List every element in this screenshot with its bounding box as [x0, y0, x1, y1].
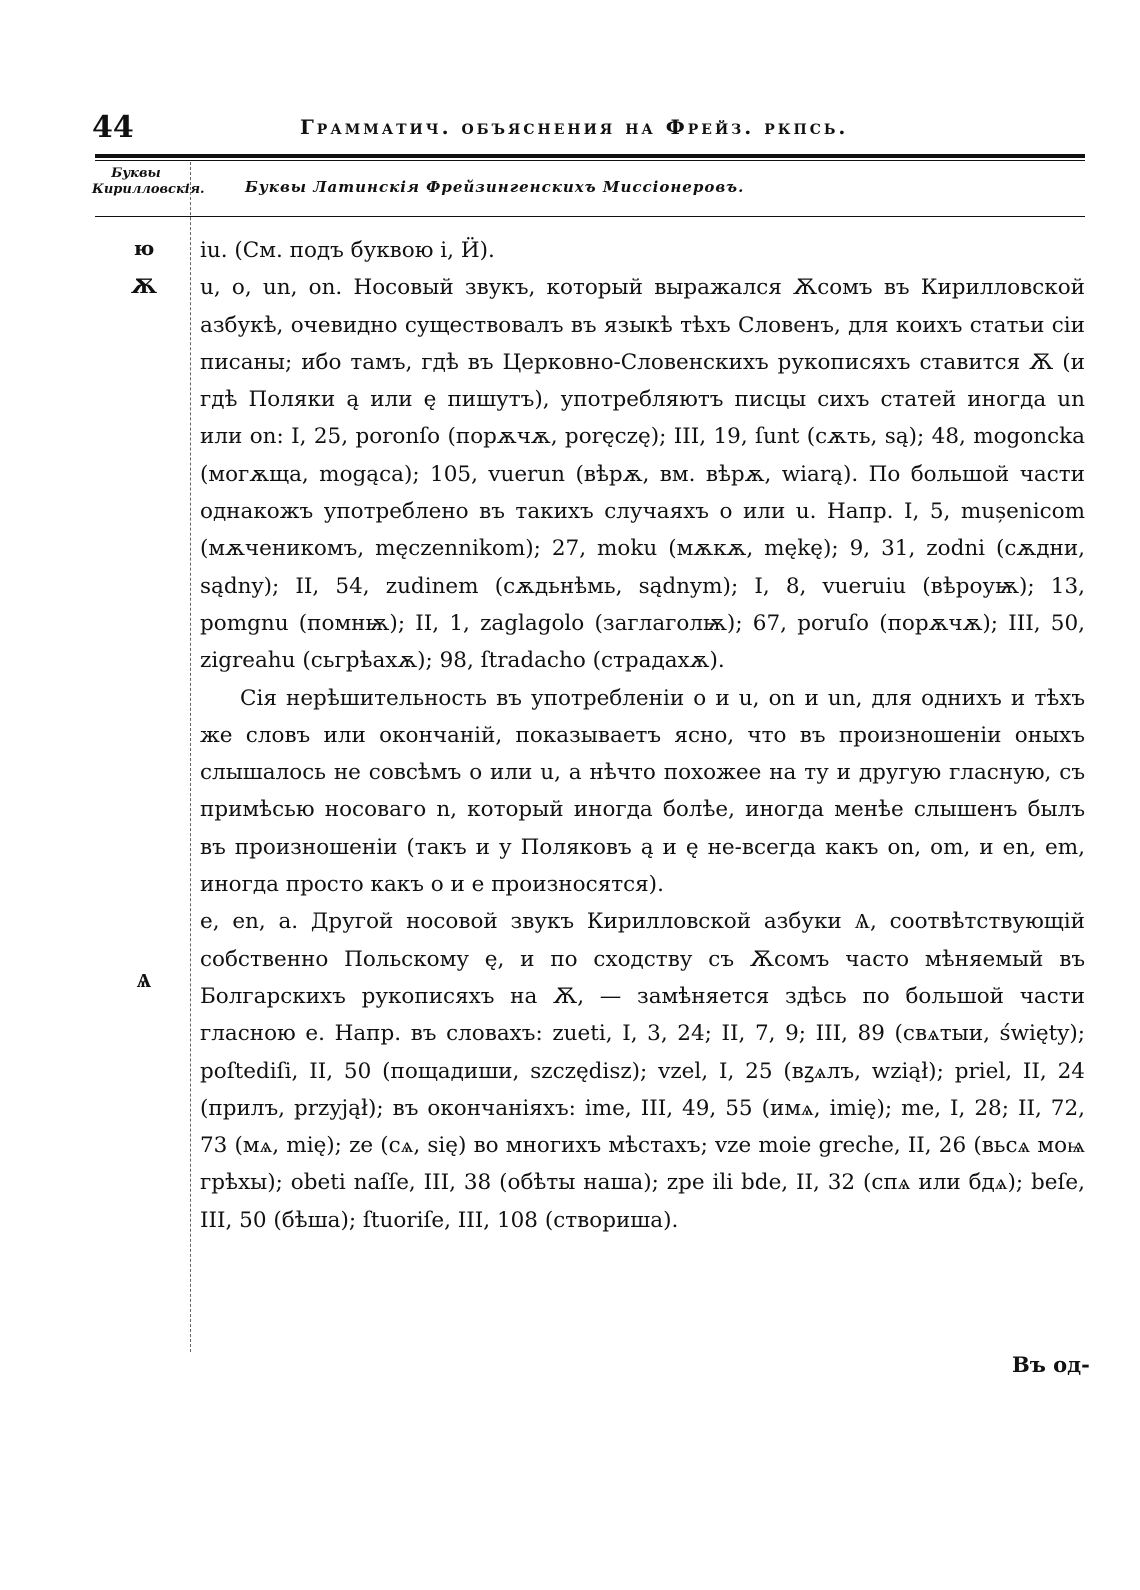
entry-u-o-un-on: u, o, un, on. Носовый звукъ, который выражался Ѫсомъ въ Кирилловской азбукѣ, очевидно существовалъ въ языкѣ тѣхъ Словенъ, для коихъ статьи сіи писаны; ибо тамъ, гдѣ въ Церковно-Словенскихъ рукописяхъ ставится Ѫ (и гдѣ Поляки ą или ę пишутъ), употребляютъ писцы сихъ статей иногда un или on: I, 25, poronſo (порѫчѫ, poręczę); III, 19, ſunt (сѫть, są); 48, mogoncka (могѫща, mogąca); 105, vuerun (вѣрѫ, вм. вѣрѫ, wiarą). По большой части однакожъ употреблено въ такихъ случаяхъ o или u. Напр. I, 5, mușenicom (мѫченикомъ, męczennikom); 27, moku (мѫкѫ, mękę); 9, 31, zodni (сѫдни, sądny); II, 54, zudinem (сѫдьнѣмь, sądnym); I, 8, vueruiu (вѣроуѭ); 13, pomgnu (помнѭ); II, 1, zaglagolo (заглаголѭ); 67, poruſo (порѫчѫ); III, 50, zigreahu (сьгрѣахѫ); 98, ſtradacho (страдахѫ).: [200, 275, 1085, 674]
entry-e-en-a: e, en, a. Другой носовой звукъ Кирилловской азбуки Ѧ, соотвѣтствующій собственно Польскому ę, и по сходству съ Ѫсомъ часто мѣняемый въ Болгарскихъ рукописяхъ на Ѫ, — замѣняется здѣсь по большой части гласною e. Напр. въ словахъ: zueti, I, 3, 24; II, 7, 9; III, 89 (свѧтыи, święty); poſtediſi, II, 50 (пощадиши, szczędisz); vzel, I, 25 (вꙁѧлъ, wziął); priel, II, 24 (прилъ, przyjął); въ окончаніяхъ: ime, III, 49, 55 (имѧ, imię); me, I, 28; II, 72, 73 (мѧ, mię); ze (сѧ, się) во многихъ мѣстахъ; vze moie greche, II, 26 (вьсѧ моѩ грѣхы); obeti naſſe, III, 38 (обѣты наша); zpe ili bde, II, 32 (спѧ или бдѧ); beſe, III, 50 (бѣша); ſtuoriſe, III, 108 (створиша).: [200, 909, 1085, 1233]
right-column-heading: Буквы Латинскія Фрейзингенскихъ Миссіонеровъ.: [245, 178, 745, 196]
catchword: Въ од-: [1012, 1352, 1090, 1377]
cyrillic-letter-little-yus: Ѧ: [136, 968, 152, 992]
page-number: 44: [92, 110, 134, 145]
cyrillic-letter-big-yus: Ѫ: [130, 274, 158, 298]
entry-iu: iu. (См. подъ буквою i, Ӥ).: [200, 238, 495, 263]
cyrillic-letter-yu: ю: [133, 236, 155, 260]
entries-column: [200, 232, 1085, 1239]
column-divider: [190, 162, 191, 1352]
entry-paragraph: Сія нерѣшительность въ употребленіи o и u, on и un, для однихъ и тѣхъ же словъ или окончаній, показываетъ ясно, что въ произношеніи оныхъ слышалось не совсѣмъ o или u, а нѣчто похожее на ту и другую гласную, съ примѣсью носоваго n, который иногда болѣе, иногда менѣе слышенъ былъ въ произношеніи (такъ и у Поляковъ ą и ę не-всегда какъ on, om, и en, em, иногда просто какъ o и e произносятся).: [200, 685, 1085, 898]
left-column-heading: Буквы Кирилловскія.: [92, 166, 205, 197]
column-heading-rule: [95, 216, 1085, 217]
header-rule: [95, 154, 1085, 161]
running-title: Грамматич. объяснения на Фрейз. ркпсь.: [300, 115, 849, 139]
